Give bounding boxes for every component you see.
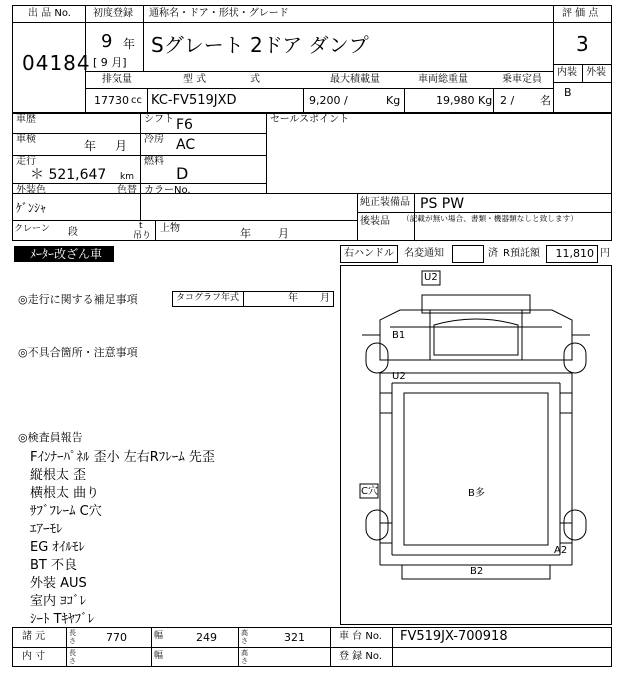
displacement-label: 排気量 bbox=[102, 74, 132, 85]
max-load-label: 最大積載量 bbox=[330, 74, 380, 85]
name-change-label: 名変通知 bbox=[404, 248, 444, 259]
genuine-equipment: PS PW bbox=[420, 196, 465, 212]
inspector-line: ｴｱｰﾓﾚ bbox=[30, 522, 63, 537]
crane-label: クレーン bbox=[14, 224, 50, 234]
color-change-label: 色替 bbox=[117, 185, 137, 196]
recycle-mark: 済 bbox=[488, 248, 498, 259]
cooling-label: 冷房 bbox=[144, 134, 164, 145]
capacity-label: 乗車定員 bbox=[502, 74, 542, 85]
chassis-label: 車 台 No. bbox=[339, 631, 382, 642]
max-load-unit: Kg bbox=[386, 94, 401, 107]
inspector-line: ｼｰﾄ Tｷﾔﾌﾞﾚ bbox=[30, 612, 95, 627]
exterior-color: ｹﾞﾝｼｬ bbox=[16, 201, 47, 215]
exterior-color-label: 外装色 bbox=[16, 185, 46, 196]
inspector-line: Fｲﾝﾅｰﾊﾟﾈﾙ 歪小 左右Rﾌﾚｰﾑ 先歪 bbox=[30, 450, 215, 465]
genuine-equipment-label: 純正装備品 bbox=[360, 197, 410, 208]
history-label: 車歴 bbox=[16, 114, 36, 125]
interior-grade: B bbox=[564, 86, 572, 99]
inspector-line: ｻﾌﾞﾌﾚｰﾑ C穴 bbox=[30, 504, 102, 519]
reg-year-unit: 年 bbox=[123, 37, 136, 51]
interior-dims-label: 内 寸 bbox=[22, 651, 46, 662]
mark-b1: B1 bbox=[392, 330, 406, 341]
model-type-label: 型 式 bbox=[183, 74, 207, 85]
loading-month: 月 bbox=[278, 227, 289, 240]
model-type-label-2: 式 bbox=[250, 74, 260, 85]
recycle-label: R預託額 bbox=[503, 248, 540, 259]
fuel-label: 燃料 bbox=[144, 156, 164, 167]
mark-b2: B2 bbox=[470, 566, 484, 577]
shift-value: F6 bbox=[176, 117, 193, 133]
inspector-line: EG ｵｲﾙﾓﾚ bbox=[30, 540, 85, 555]
length-label: 長さ bbox=[69, 629, 76, 645]
score-label: 評 価 点 bbox=[562, 8, 599, 19]
height-label: 高さ bbox=[241, 629, 248, 645]
cooling-value: AC bbox=[176, 137, 196, 153]
driving-notes-label: ◎走行に関する補足事項 bbox=[18, 293, 138, 306]
displacement: 17730 bbox=[94, 94, 129, 107]
max-load: 9,200 / bbox=[309, 94, 348, 107]
inspection-month: 月 bbox=[115, 139, 128, 153]
int-length-label: 長さ bbox=[69, 649, 76, 665]
displacement-unit: cc bbox=[131, 95, 142, 106]
grade-label: 通称名・ドア・形状・グレード bbox=[149, 8, 289, 19]
loading-label: 上物 bbox=[160, 223, 180, 234]
score-value: 3 bbox=[576, 32, 589, 56]
width-value: 249 bbox=[196, 631, 217, 644]
crane-hang: 吊り bbox=[133, 231, 152, 241]
first-reg-label: 初度登録 bbox=[93, 8, 133, 19]
inspection-label: 車検 bbox=[16, 134, 36, 145]
gross-weight-label: 車両総重量 bbox=[418, 74, 468, 85]
inspection-year: 年 bbox=[84, 139, 97, 153]
registration-label: 登 録 No. bbox=[339, 651, 382, 662]
right-hand-label: 右ハンドル bbox=[344, 248, 394, 259]
int-height-label: 高さ bbox=[241, 649, 248, 665]
capacity-unit: 名 bbox=[540, 94, 551, 107]
inspector-line: 室内 ﾖｺﾞﾚ bbox=[30, 594, 87, 609]
interior-grade-label: 内装 bbox=[557, 67, 577, 78]
tachograph-label: タコグラフ年式 bbox=[176, 293, 240, 303]
exterior-grade-label: 外装 bbox=[586, 67, 606, 78]
mark-a2: A2 bbox=[554, 545, 568, 556]
loading-year: 年 bbox=[240, 227, 251, 240]
height-value: 321 bbox=[284, 631, 305, 644]
aftermarket-note: （記載が無い場合、書類・機器類なしと致します） bbox=[402, 215, 578, 224]
recycle-unit: 円 bbox=[600, 248, 610, 259]
reg-month: [ 9 月] bbox=[93, 56, 127, 69]
int-width-label: 幅 bbox=[154, 651, 164, 661]
length-value: 770 bbox=[106, 631, 127, 644]
inspector-line: BT 不良 bbox=[30, 558, 77, 573]
chassis-number: FV519JX-700918 bbox=[400, 629, 508, 644]
crane-stage: 段 bbox=[68, 227, 78, 238]
tachograph-year: 年 bbox=[288, 293, 298, 304]
mark-c-hole: C穴 bbox=[361, 486, 378, 497]
mark-u2-side: U2 bbox=[392, 371, 406, 382]
reg-year: 9 bbox=[101, 31, 113, 52]
inspector-line: 縦根太 歪 bbox=[30, 468, 87, 483]
mileage-unit: km bbox=[120, 172, 134, 182]
recycle-amount: 11,810 bbox=[555, 247, 594, 260]
gross-weight-unit: Kg bbox=[478, 94, 493, 107]
inspector-line: 横根太 曲り bbox=[30, 486, 100, 501]
width-label: 幅 bbox=[154, 631, 164, 641]
fuel-value: D bbox=[176, 164, 189, 183]
dims-label: 諸 元 bbox=[22, 631, 46, 642]
model-name: Sグレート 2ドア ダンプ bbox=[151, 33, 369, 57]
mileage-label: 走行 bbox=[16, 156, 36, 167]
model-type: KC-FV519JXD bbox=[151, 93, 237, 108]
defects-label: ◎不具合箇所・注意事項 bbox=[18, 346, 138, 359]
crane-ton: t bbox=[139, 221, 143, 231]
tachograph-month: 月 bbox=[320, 293, 330, 304]
mileage-value: ＊ 521,647 bbox=[30, 167, 107, 183]
mark-b-many: B多 bbox=[468, 488, 485, 499]
mark-u2-top: U2 bbox=[424, 272, 438, 283]
gross-weight: 19,980 bbox=[436, 94, 475, 107]
inspector-line: 外装 AUS bbox=[30, 576, 87, 591]
shift-label: シフト bbox=[144, 114, 174, 125]
name-change-box bbox=[452, 245, 484, 263]
aftermarket-label: 後装品 bbox=[360, 216, 390, 227]
capacity: 2 / bbox=[500, 94, 515, 107]
tampered-meter-text: ﾒｰﾀｰ改ざん車 bbox=[30, 247, 103, 261]
inspector-lines bbox=[30, 446, 215, 626]
lot-number: 04184 bbox=[22, 51, 91, 75]
inspector-label: ◎検査員報告 bbox=[18, 431, 83, 444]
selling-points-label: セールスポイント bbox=[270, 114, 350, 125]
lot-no-label: 出 品 No. bbox=[28, 8, 71, 19]
color-number-label: カラーNo. bbox=[144, 185, 191, 196]
